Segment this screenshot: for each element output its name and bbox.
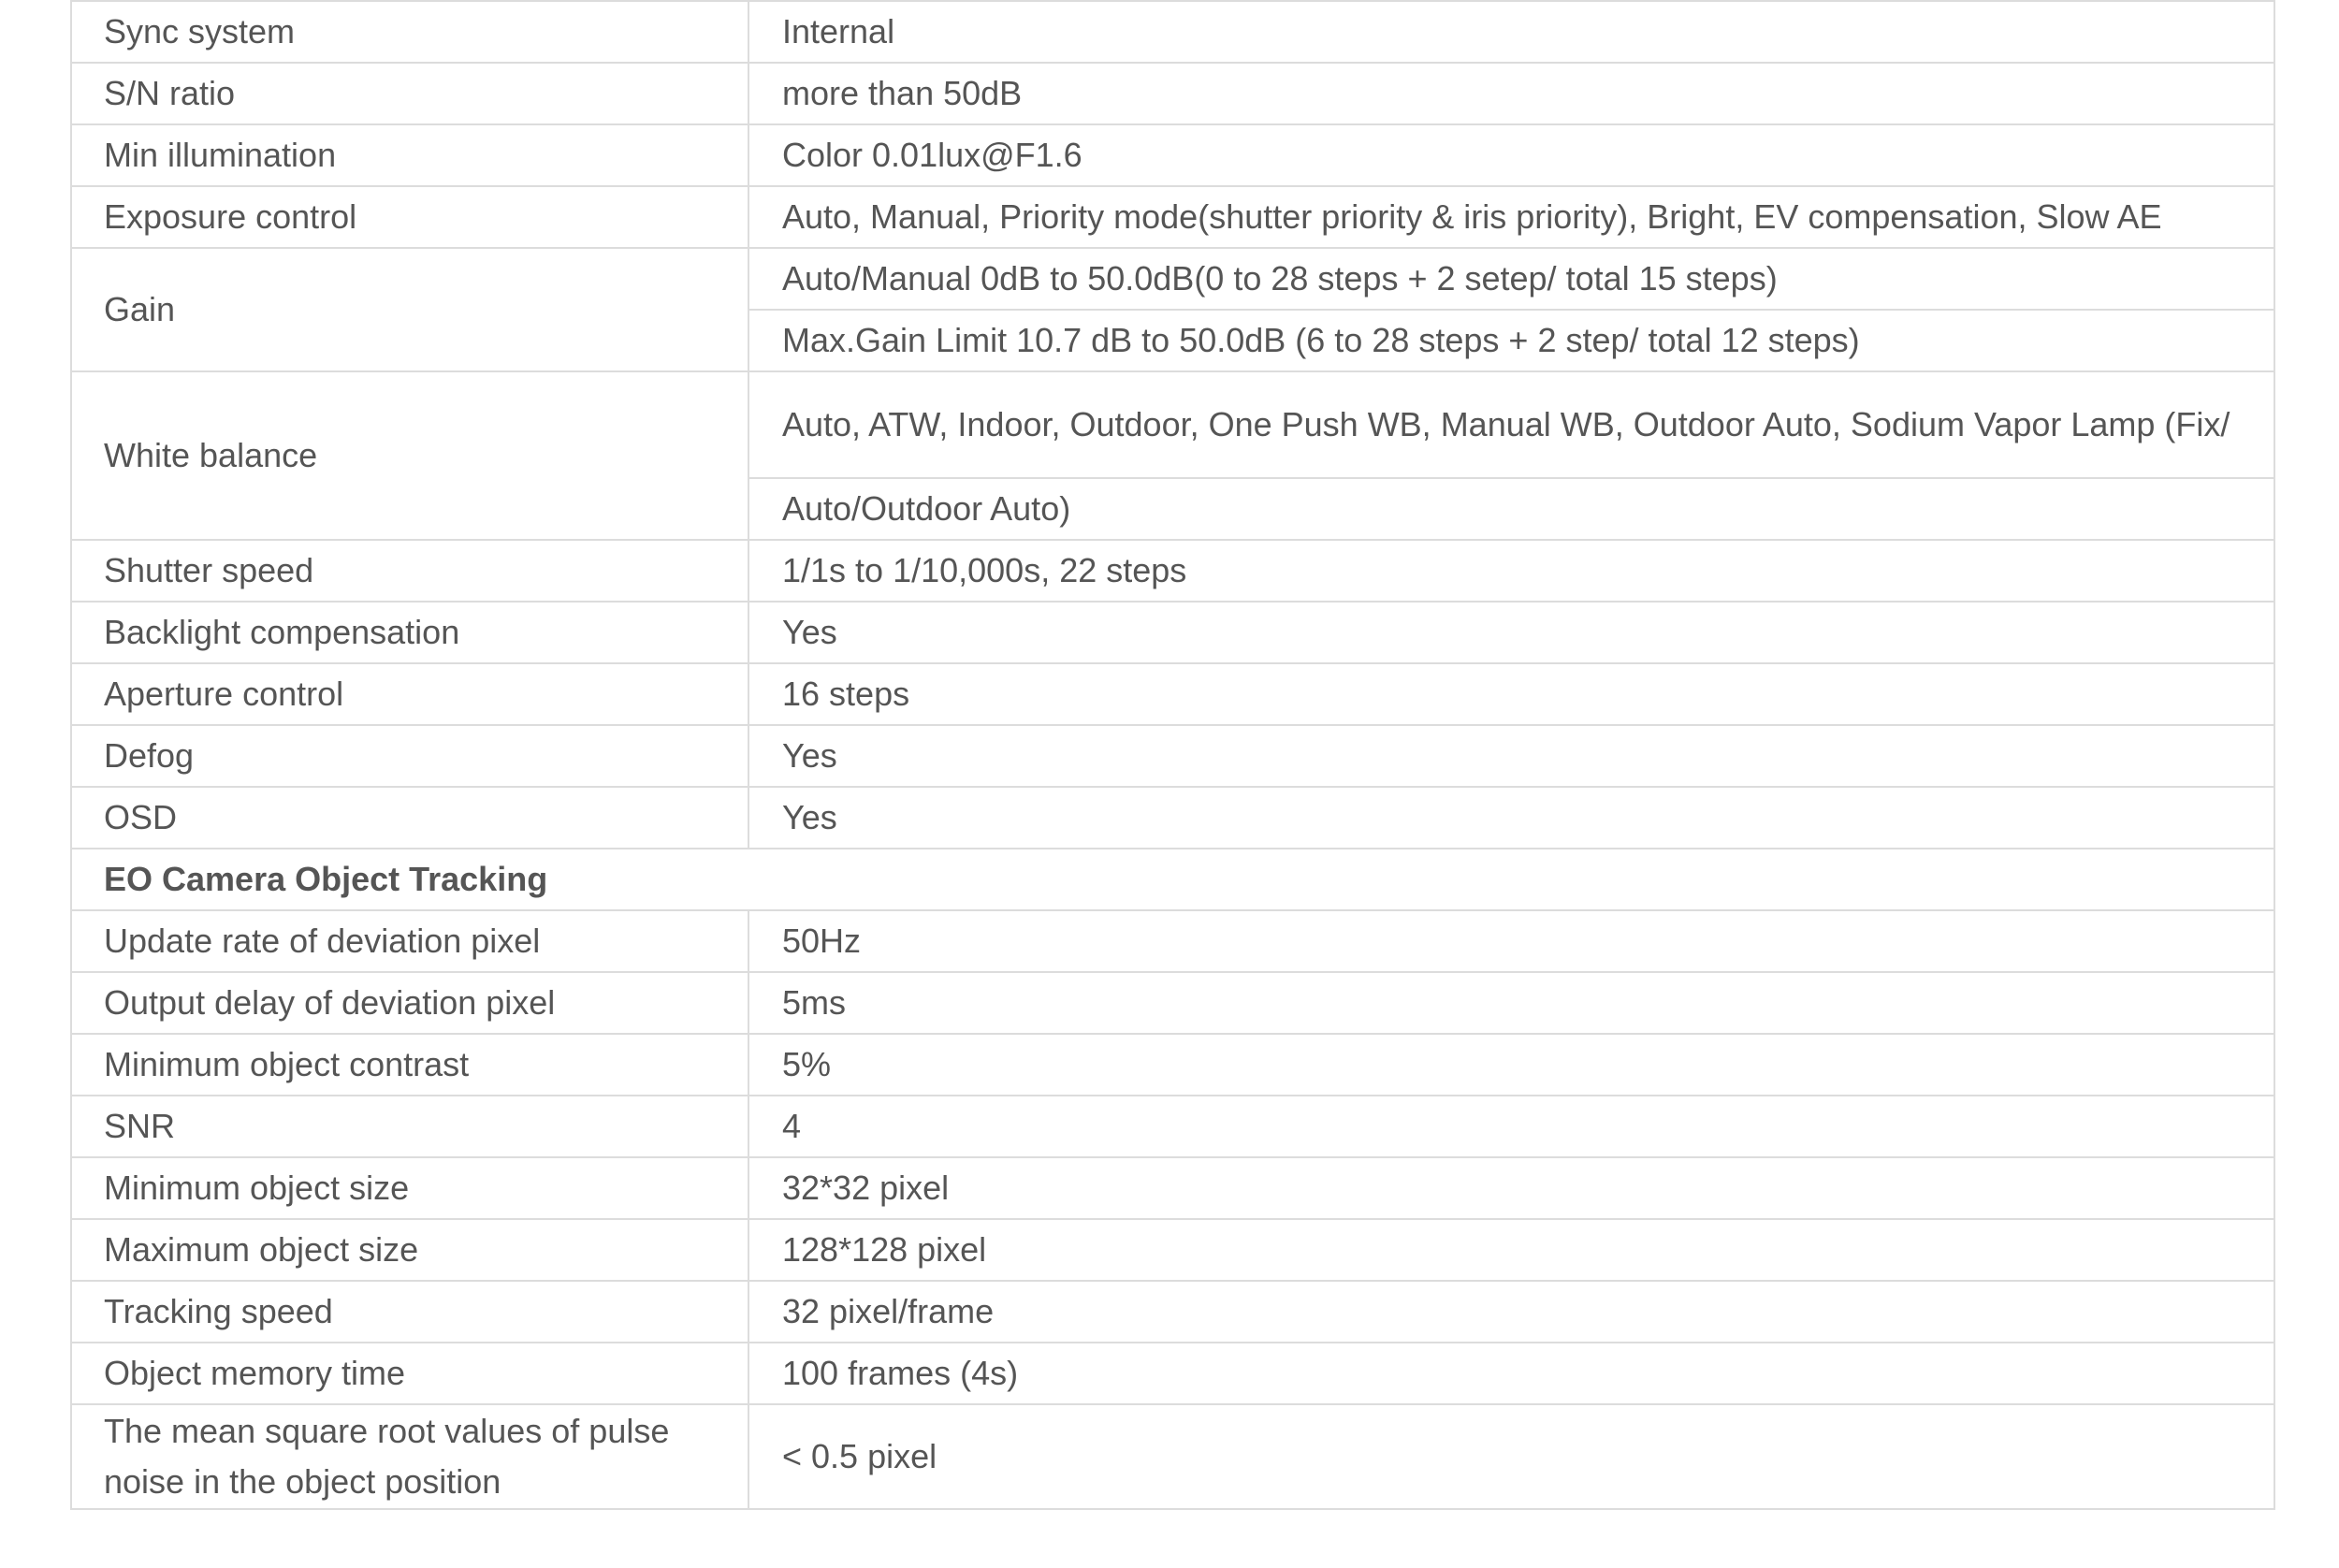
spec-value: more than 50dB	[748, 63, 2274, 124]
spec-label: Backlight compensation	[71, 602, 748, 663]
table-row	[71, 124, 2274, 186]
spec-label: SNR	[71, 1096, 748, 1157]
spec-value: 1/1s to 1/10,000s, 22 steps	[748, 540, 2274, 602]
table-row	[71, 1034, 2274, 1096]
spec-value: Color 0.01lux@F1.6	[748, 124, 2274, 186]
table-row	[71, 972, 2274, 1034]
spec-value: 16 steps	[748, 663, 2274, 725]
spec-label: Defog	[71, 725, 748, 787]
table-row	[71, 1404, 2274, 1509]
table-row	[71, 1157, 2274, 1219]
spec-value: 4	[748, 1096, 2274, 1157]
spec-value: 50Hz	[748, 910, 2274, 972]
table-row	[71, 540, 2274, 602]
spec-label: S/N ratio	[71, 63, 748, 124]
table-row	[71, 787, 2274, 849]
spec-label: Sync system	[71, 1, 748, 63]
table-row	[71, 186, 2274, 248]
spec-value: Yes	[748, 787, 2274, 849]
section-row	[71, 849, 2274, 910]
spec-value: Auto, ATW, Indoor, Outdoor, One Push WB, Manual WB, Outdoor Auto, Sodium Vapor Lamp (Fix/	[748, 371, 2274, 478]
spec-value: < 0.5 pixel	[748, 1404, 2274, 1509]
spec-value: Auto/Manual 0dB to 50.0dB(0 to 28 steps + 2 setep/ total 15 steps)	[748, 248, 2274, 310]
table-row	[71, 1281, 2274, 1343]
table-row	[71, 910, 2274, 972]
section-heading: EO Camera Object Tracking	[71, 849, 2274, 910]
table-row	[71, 663, 2274, 725]
spec-label: Object memory time	[71, 1343, 748, 1404]
spec-value: Yes	[748, 725, 2274, 787]
table-row	[71, 371, 2274, 478]
spec-value: 128*128 pixel	[748, 1219, 2274, 1281]
spec-value: 100 frames (4s)	[748, 1343, 2274, 1404]
table-row	[71, 725, 2274, 787]
spec-label: Aperture control	[71, 663, 748, 725]
spec-label: Exposure control	[71, 186, 748, 248]
spec-label: White balance	[71, 371, 748, 540]
spec-label: Minimum object contrast	[71, 1034, 748, 1096]
spec-value: Yes	[748, 602, 2274, 663]
table-row	[71, 1219, 2274, 1281]
spec-value: 5%	[748, 1034, 2274, 1096]
spec-label: Min illumination	[71, 124, 748, 186]
spec-label: Tracking speed	[71, 1281, 748, 1343]
spec-label: Minimum object size	[71, 1157, 748, 1219]
table-row	[71, 1, 2274, 63]
spec-value: Auto, Manual, Priority mode(shutter priority & iris priority), Bright, EV compensation, Slow AE	[748, 186, 2274, 248]
spec-label: Shutter speed	[71, 540, 748, 602]
table-row	[71, 602, 2274, 663]
table-row	[71, 248, 2274, 310]
spec-table	[70, 0, 2275, 1510]
table-row	[71, 1096, 2274, 1157]
table-row	[71, 1343, 2274, 1404]
spec-value: Auto/Outdoor Auto)	[748, 478, 2274, 540]
spec-value: Internal	[748, 1, 2274, 63]
spec-value: 32*32 pixel	[748, 1157, 2274, 1219]
spec-value: Max.Gain Limit 10.7 dB to 50.0dB (6 to 28 steps + 2 step/ total 12 steps)	[748, 310, 2274, 371]
table-row	[71, 63, 2274, 124]
spec-value: 5ms	[748, 972, 2274, 1034]
spec-label: The mean square root values of pulse noise in the object position	[71, 1404, 748, 1509]
spec-label: Output delay of deviation pixel	[71, 972, 748, 1034]
spec-label: OSD	[71, 787, 748, 849]
spec-value: 32 pixel/frame	[748, 1281, 2274, 1343]
spec-label: Gain	[71, 248, 748, 371]
spec-label: Maximum object size	[71, 1219, 748, 1281]
spec-label: Update rate of deviation pixel	[71, 910, 748, 972]
